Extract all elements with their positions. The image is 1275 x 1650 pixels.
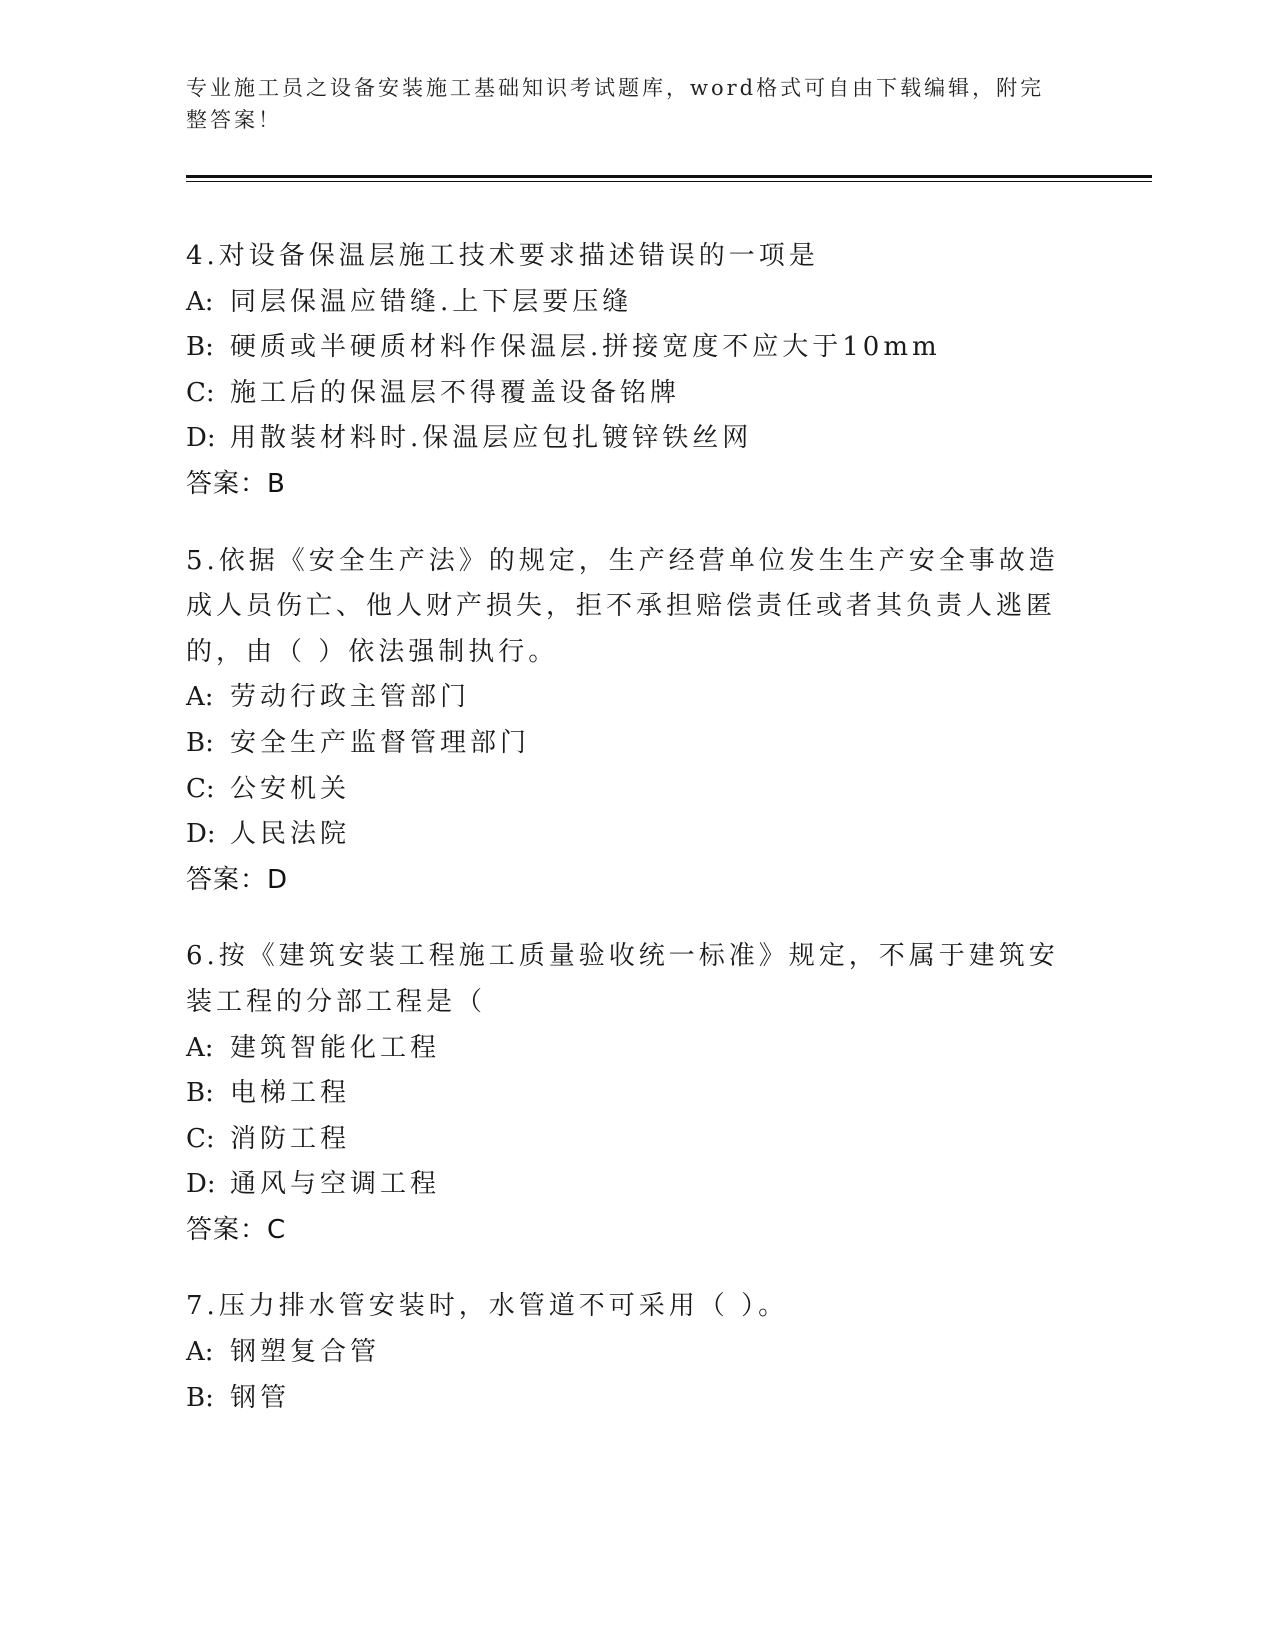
answer-label: 答案：B (186, 468, 286, 499)
header-rule-thick (186, 175, 1152, 178)
option-text: 钢管 (230, 1382, 291, 1413)
option-c (186, 1117, 1066, 1163)
question-6 (186, 934, 1066, 1253)
option-text: 硬质或半硬质材料作保温层.拼接宽度不应大于10mm (230, 332, 941, 363)
option-letter: A: (186, 1032, 214, 1063)
option-b (186, 721, 1066, 767)
option-letter: B: (186, 332, 214, 363)
option-letter: B: (186, 727, 214, 758)
option-b (186, 325, 1066, 371)
option-letter: C: (186, 773, 215, 804)
option-d (186, 1162, 1066, 1208)
question-4 (186, 234, 1066, 508)
option-text: 人民法院 (230, 819, 351, 850)
answer-label: 答案：C (186, 1214, 287, 1245)
option-text: 用散装材料时.保温层应包扎镀锌铁丝网 (230, 423, 753, 454)
option-text: 安全生产监督管理部门 (230, 727, 531, 758)
option-letter: D: (186, 423, 216, 454)
option-letter: A: (186, 682, 214, 713)
option-letter: B: (186, 1382, 214, 1413)
option-b (186, 1376, 1066, 1422)
option-text: 劳动行政主管部门 (230, 682, 471, 713)
option-d (186, 812, 1066, 858)
option-letter: D: (186, 1169, 216, 1200)
option-letter: D: (186, 819, 216, 850)
question-7 (186, 1284, 1066, 1421)
document-header: 专业施工员之设备安装施工基础知识考试题库，word格式可自由下载编辑，附完整答案！ (186, 76, 1045, 132)
option-text: 钢塑复合管 (230, 1337, 381, 1368)
option-letter: A: (186, 1337, 214, 1368)
question-list (186, 234, 1066, 1452)
option-text: 电梯工程 (230, 1078, 351, 1109)
option-a (186, 1026, 1066, 1072)
option-d (186, 416, 1066, 462)
option-a (186, 1330, 1066, 1376)
option-text: 通风与空调工程 (230, 1169, 441, 1200)
option-text: 同层保温应错缝.上下层要压缝 (230, 286, 633, 317)
option-text: 公安机关 (230, 773, 351, 804)
question-stem: 4.对设备保温层施工技术要求描述错误的一项是 (186, 241, 819, 271)
question-stem: 5.依据《安全生产法》的规定，生产经营单位发生生产安全事故造成人员伤亡、他人财产损失，拒不承担赔偿责任或者其负责人逃匿的，由（ ）依法强制执行。 (186, 545, 1059, 667)
option-text: 建筑智能化工程 (230, 1032, 441, 1063)
option-a (186, 280, 1066, 326)
option-a (186, 675, 1066, 721)
answer-label: 答案：D (186, 864, 289, 895)
option-letter: B: (186, 1078, 214, 1109)
question-stem: 6.按《建筑安装工程施工质量验收统一标准》规定，不属于建筑安装工程的分部工程是（ (186, 941, 1059, 1017)
option-letter: A: (186, 286, 214, 317)
option-c (186, 767, 1066, 813)
header-rule-thin (186, 181, 1152, 182)
question-stem: 7.压力排水管安装时，水管道不可采用（ ）。 (186, 1291, 789, 1322)
option-letter: C: (186, 377, 215, 408)
option-text: 消防工程 (230, 1123, 351, 1154)
question-5 (186, 539, 1066, 904)
option-b (186, 1071, 1066, 1117)
option-letter: C: (186, 1123, 215, 1154)
option-c (186, 371, 1066, 417)
option-text: 施工后的保温层不得覆盖设备铭牌 (230, 377, 681, 408)
